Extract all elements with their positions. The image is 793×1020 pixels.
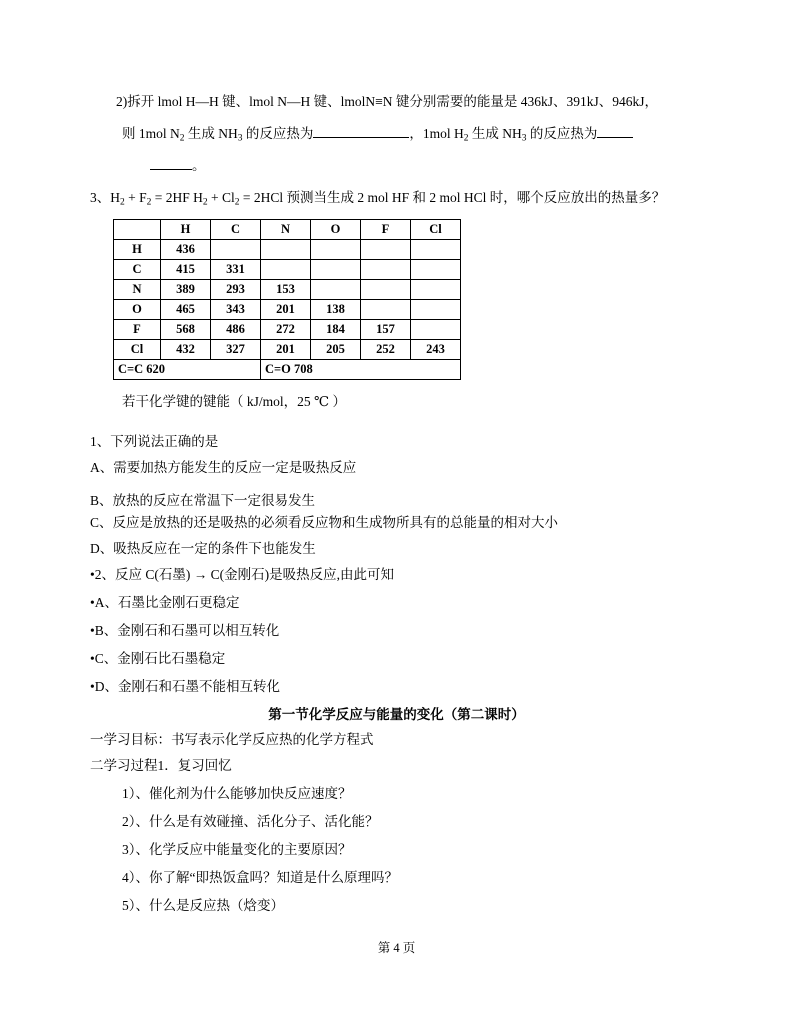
question-2-text-b: 则 1mol N	[122, 126, 180, 141]
question-3-text-d: + Cl	[207, 190, 235, 205]
table-cell: 465	[161, 300, 211, 320]
answer-blank-2	[597, 124, 633, 138]
question-2b-option-b: •B、金刚石和石墨可以相互转化	[90, 623, 280, 638]
table-footer-row	[114, 360, 461, 380]
question-2-text-d: 的反应热为	[242, 126, 314, 141]
table-cell	[361, 260, 411, 280]
review-item-5: 5）、什么是反应热（焓变）	[122, 898, 284, 913]
subscript-h2: 2	[120, 197, 125, 208]
answer-blank-3	[150, 156, 192, 170]
table-footer-co: C=O 708	[261, 360, 461, 380]
review-item-4: 4）、你了解“即热饭盒吗？知道是什么原理吗？	[122, 870, 398, 885]
review-item-2: 2）、什么是有效碰撞、活化分子、活化能？	[122, 814, 379, 829]
table-row	[114, 280, 461, 300]
table-cell: 343	[211, 300, 261, 320]
table-cell	[311, 280, 361, 300]
table-cell	[361, 300, 411, 320]
question-2-text-c: 生成 NH	[184, 126, 238, 141]
question-3-text-a: 3、H	[90, 190, 120, 205]
question-1-option-a: A、需要加热方能发生的反应一定是吸热反应	[90, 460, 357, 475]
question-2b-option-d: •D、金刚石和石墨不能相互转化	[90, 679, 280, 694]
table-row-header-o: O	[114, 300, 161, 320]
question-2b-option-c: •C、金刚石比石墨稳定	[90, 651, 226, 666]
table-row	[114, 240, 461, 260]
subscript-2b: 2	[463, 133, 469, 144]
subscript-cl2: 2	[234, 197, 240, 208]
question-3-text-e: = 2HCl 预测当生成 2 mol HF 和 2 mol HCl 时，哪个反应放出的热量多？	[239, 190, 666, 205]
table-cell	[411, 260, 461, 280]
review-item-1: 1）、催化剂为什么能够加快反应速度？	[122, 786, 352, 801]
table-cell	[211, 240, 261, 260]
subscript-3a: 3	[237, 133, 243, 144]
table-row-header-n: N	[114, 280, 161, 300]
question-2b-stem: •2、反应 C(石墨) → C(金刚石)是吸热反应,由此可知	[90, 567, 394, 582]
subscript-h2b: 2	[202, 197, 208, 208]
table-col-header-cl: Cl	[411, 220, 461, 240]
table-cell: 293	[211, 280, 261, 300]
table-cell: 252	[361, 340, 411, 360]
review-item-3: 3）、化学反应中能量变化的主要原因？	[122, 842, 352, 857]
learning-process: 二学习过程1．复习回忆	[90, 758, 232, 773]
question-1-option-c: C、反应是放热的还是吸热的必须看反应物和生成物所具有的总能量的相对大小	[90, 515, 559, 530]
table-col-header-h: H	[161, 220, 211, 240]
table-col-header-f: F	[361, 220, 411, 240]
table-col-header-n: N	[261, 220, 311, 240]
table-row-header-h: H	[114, 240, 161, 260]
question-2-text-e: ，1mol H	[409, 126, 464, 141]
question-2-line-3	[0, 156, 206, 177]
table-cell	[311, 260, 361, 280]
question-2-text-h: 。	[192, 158, 206, 173]
table-cell	[311, 240, 361, 260]
learning-goal: 一学习目标：书写表示化学反应热的化学方程式	[90, 732, 374, 747]
table-cell: 138	[311, 300, 361, 320]
table-cell: 153	[261, 280, 311, 300]
table-cell	[411, 280, 461, 300]
table-cell	[261, 260, 311, 280]
table-cell: 184	[311, 320, 361, 340]
page-footer: 第 4 页	[377, 941, 416, 955]
table-corner-cell	[114, 220, 161, 240]
question-2-text-a: 2)拆开 lmol H—H 键、lmol N—H 键、lmolN≡N 键分别需要的能量是 436kJ、391kJ、946kJ，	[116, 94, 658, 109]
question-1-option-d: D、吸热反应在一定的条件下也能发生	[90, 541, 316, 556]
question-1-option-b: B、放热的反应在常温下一定很易发生	[90, 493, 316, 508]
table-cell: 486	[211, 320, 261, 340]
answer-blank-1	[313, 124, 409, 138]
table-cell	[411, 240, 461, 260]
question-2-line-1	[0, 92, 658, 113]
question-3-text-b: + F	[124, 190, 147, 205]
table-row-header-cl: Cl	[114, 340, 161, 360]
table-cell: 389	[161, 280, 211, 300]
table-cell: 243	[411, 340, 461, 360]
question-2-text-g: 的反应热为	[526, 126, 598, 141]
table-cell: 201	[261, 340, 311, 360]
table-cell	[411, 320, 461, 340]
table-row	[114, 260, 461, 280]
bond-energy-table-wrapper	[113, 219, 461, 380]
table-footer-cc: C=C 620	[114, 360, 261, 380]
table-cell	[411, 300, 461, 320]
table-cell	[261, 240, 311, 260]
table-row	[114, 300, 461, 320]
table-col-header-o: O	[311, 220, 361, 240]
table-cell: 415	[161, 260, 211, 280]
table-cell: 327	[211, 340, 261, 360]
subscript-f2: 2	[146, 197, 152, 208]
table-cell: 205	[311, 340, 361, 360]
table-row-header-c: C	[114, 260, 161, 280]
question-2-text-f: 生成 NH	[468, 126, 522, 141]
table-row	[114, 320, 461, 340]
subscript-3b: 3	[521, 133, 527, 144]
section-title: 第一节化学反应与能量的变化（第二课时）	[268, 707, 525, 722]
question-3	[0, 188, 665, 210]
question-3-text-c: = 2HF H	[151, 190, 203, 205]
table-cell: 157	[361, 320, 411, 340]
table-cell: 568	[161, 320, 211, 340]
table-cell: 272	[261, 320, 311, 340]
question-2-line-2	[0, 124, 633, 146]
table-row	[114, 340, 461, 360]
table-col-header-c: C	[211, 220, 261, 240]
table-cell: 201	[261, 300, 311, 320]
table-cell: 331	[211, 260, 261, 280]
table-caption: 若干化学键的键能（ kJ/mol，25 ℃ ）	[122, 394, 346, 409]
subscript-2a: 2	[179, 133, 185, 144]
table-cell	[361, 240, 411, 260]
question-1-stem: 1、下列说法正确的是	[90, 434, 219, 449]
table-header-row	[114, 220, 461, 240]
question-2b-option-a: •A、石墨比金刚石更稳定	[90, 595, 240, 610]
table-cell: 432	[161, 340, 211, 360]
table-cell	[361, 280, 411, 300]
table-row-header-f: F	[114, 320, 161, 340]
bond-energy-table	[113, 219, 461, 380]
table-cell: 436	[161, 240, 211, 260]
